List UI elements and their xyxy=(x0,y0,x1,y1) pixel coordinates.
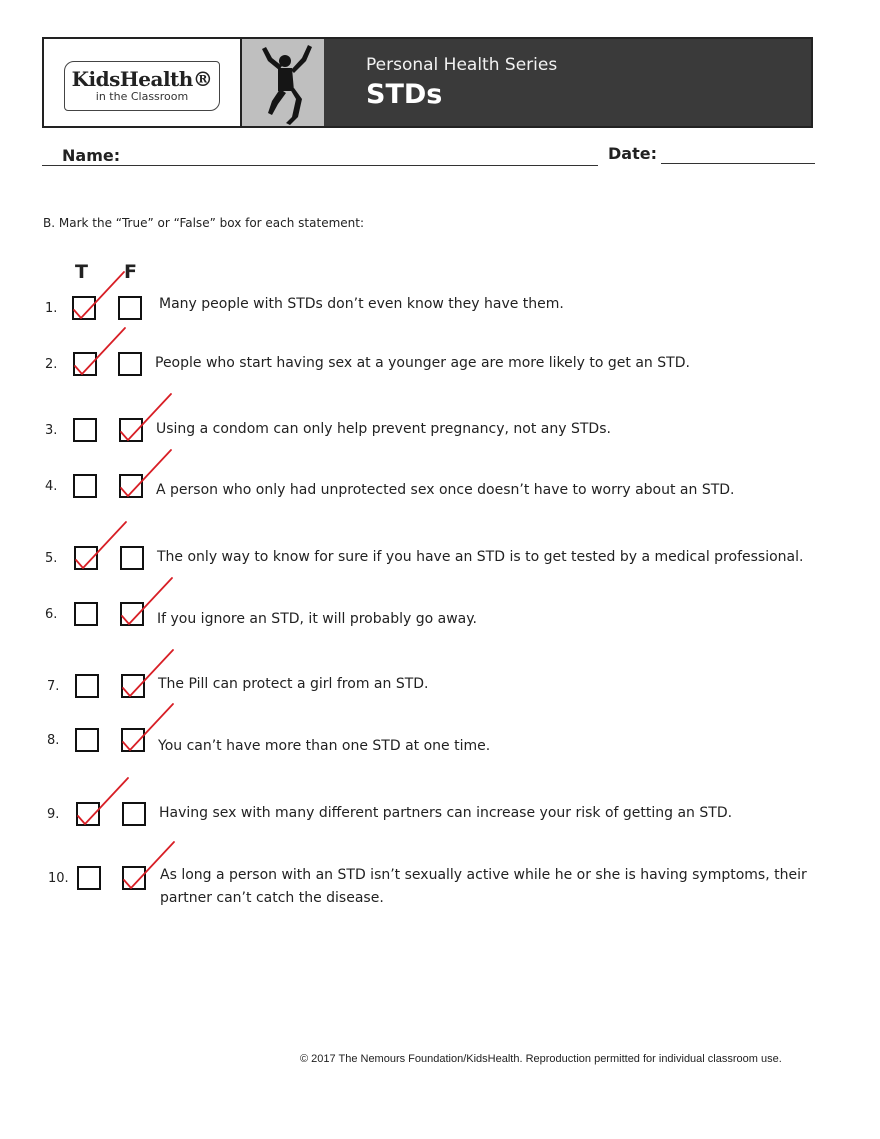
instructions: B. Mark the “True” or “False” box for each statement: xyxy=(43,216,364,230)
false-checkbox[interactable] xyxy=(120,546,144,570)
true-checkbox[interactable] xyxy=(74,602,98,626)
false-column-header: F xyxy=(124,261,137,283)
false-checkbox[interactable] xyxy=(120,602,144,626)
true-checkbox[interactable] xyxy=(77,866,101,890)
statement-text: The only way to know for sure if you have an STD is to get tested by a medical professional. xyxy=(157,549,804,565)
true-checkbox[interactable] xyxy=(75,728,99,752)
false-checkbox[interactable] xyxy=(122,866,146,890)
logo-sub-text: in the Classroom xyxy=(95,90,189,103)
question-number: 3. xyxy=(45,423,58,438)
name-field-line[interactable] xyxy=(42,165,598,166)
statement-text: Many people with STDs don’t even know they have them. xyxy=(159,296,564,312)
jumping-person-silhouette-icon xyxy=(242,39,324,126)
false-checkbox[interactable] xyxy=(122,802,146,826)
copyright-footer: © 2017 The Nemours Foundation/KidsHealth. Reproduction permitted for individual classroom use. xyxy=(300,1053,782,1065)
logo-main-text: KidsHealth® xyxy=(71,67,213,91)
question-number: 7. xyxy=(47,679,60,694)
title-banner xyxy=(324,39,811,126)
statement-text: The Pill can protect a girl from an STD. xyxy=(158,676,429,692)
false-checkbox[interactable] xyxy=(118,296,142,320)
false-checkbox[interactable] xyxy=(121,728,145,752)
true-checkbox[interactable] xyxy=(75,674,99,698)
false-checkbox[interactable] xyxy=(119,474,143,498)
series-title: Personal Health Series xyxy=(366,55,558,75)
true-checkbox[interactable] xyxy=(73,418,97,442)
statement-text: Using a condom can only help prevent pregnancy, not any STDs. xyxy=(156,421,611,437)
question-number: 5. xyxy=(45,551,58,566)
jumping-person-image xyxy=(242,39,324,126)
false-checkbox[interactable] xyxy=(119,418,143,442)
question-number: 8. xyxy=(47,733,60,748)
question-number: 1. xyxy=(45,301,58,316)
question-number: 2. xyxy=(45,357,58,372)
statement-text: As long a person with an STD isn’t sexually active while he or she is having symptoms, their partner can’t catch the disease. xyxy=(160,867,807,906)
statement-text: You can’t have more than one STD at one time. xyxy=(158,738,491,754)
logo-cell xyxy=(44,39,242,126)
kidshealth-logo xyxy=(64,61,220,111)
true-checkbox[interactable] xyxy=(73,352,97,376)
worksheet-title: STDs xyxy=(366,79,443,110)
statement-text: A person who only had unprotected sex once doesn’t have to worry about an STD. xyxy=(156,482,735,498)
false-checkbox[interactable] xyxy=(121,674,145,698)
name-label: Name: xyxy=(62,146,121,165)
statement-text: People who start having sex at a younger age are more likely to get an STD. xyxy=(155,355,690,371)
false-checkbox[interactable] xyxy=(118,352,142,376)
worksheet-header xyxy=(42,37,813,128)
question-number: 4. xyxy=(45,479,58,494)
statement-text: Having sex with many different partners can increase your risk of getting an STD. xyxy=(159,805,733,821)
true-checkbox[interactable] xyxy=(72,296,96,320)
true-checkbox[interactable] xyxy=(76,802,100,826)
true-column-header: T xyxy=(75,261,88,283)
question-number: 10. xyxy=(48,871,69,886)
date-field-line[interactable] xyxy=(661,163,815,164)
question-number: 9. xyxy=(47,807,60,822)
true-checkbox[interactable] xyxy=(74,546,98,570)
statement-text: If you ignore an STD, it will probably go away. xyxy=(157,611,477,627)
question-number: 6. xyxy=(45,607,58,622)
true-checkbox[interactable] xyxy=(73,474,97,498)
date-label: Date: xyxy=(608,144,657,163)
